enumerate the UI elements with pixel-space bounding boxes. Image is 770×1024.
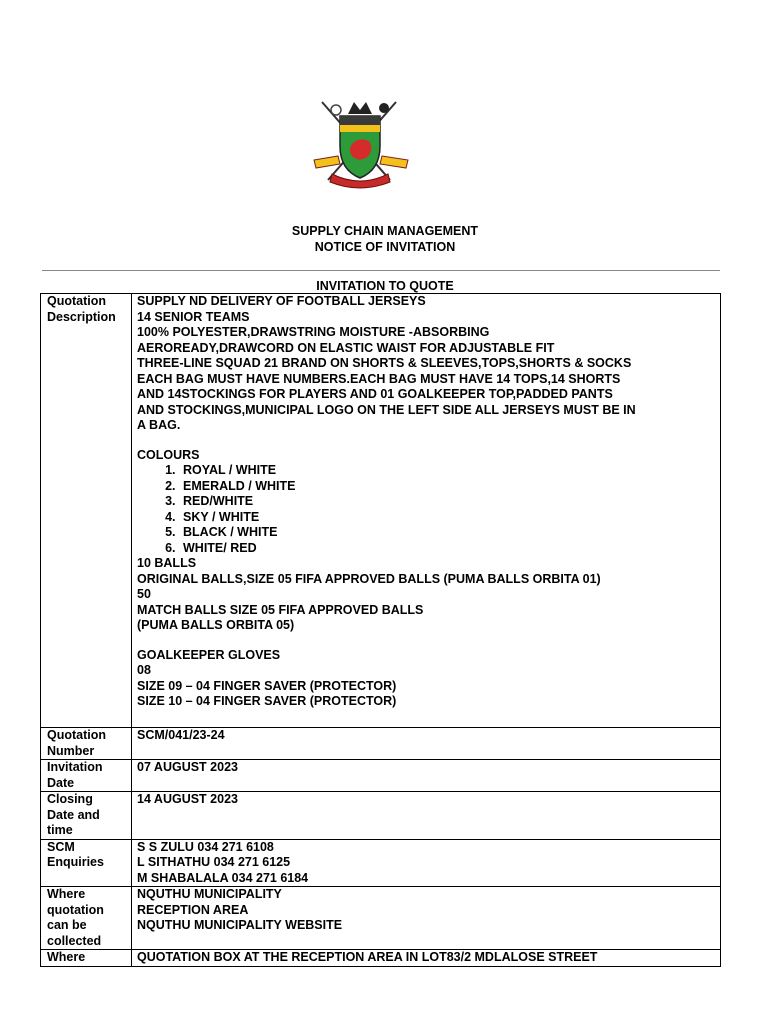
- table-row-submission: [41, 950, 721, 967]
- horizontal-divider: [42, 270, 720, 271]
- row-label-collection: Where quotation can be collected: [41, 887, 132, 950]
- crest-crown: [348, 102, 372, 114]
- balls-details: 10 BALLS ORIGINAL BALLS,SIZE 05 FIFA APPROVED BALLS (PUMA BALLS ORBITA 01) 50 MATCH BALLS SIZE 05 FIFA APPROVED BALLS (PUMA BALLS ORBITA 05): [137, 556, 601, 632]
- crest-ribbon-right: [380, 156, 408, 168]
- crest-band-dark: [340, 116, 380, 125]
- page-title: SUPPLY CHAIN MANAGEMENT: [291, 224, 479, 238]
- row-value-enquiries: S S ZULU 034 271 6108 L SITHATHU 034 271 6125 M SHABALALA 034 271 6184: [132, 839, 721, 887]
- municipal-crest-logo: [308, 96, 412, 192]
- row-value-closing-date: 14 AUGUST 2023: [132, 792, 721, 840]
- colour-item: 3. RED/WHITE: [179, 494, 720, 510]
- table-row-invitation-date: [41, 760, 721, 792]
- table-row-number: [41, 728, 721, 760]
- row-label-closing-date: Closing Date and time: [41, 792, 132, 840]
- colour-item: 4. SKY / WHITE: [179, 510, 720, 526]
- row-value-description: [132, 294, 721, 728]
- colours-list: [137, 463, 720, 556]
- row-value-number: SCM/041/23-24: [132, 728, 721, 760]
- description-intro: SUPPLY ND DELIVERY OF FOOTBALL JERSEYS 14 SENIOR TEAMS 100% POLYESTER,DRAWSTRING MOISTURE -ABSORBING AEROREADY,DRAWCORD ON ELASTIC WAIST FOR ADJUSTABLE FIT THREE-LINE SQUAD 21 BRAND ON SHORTS & SLEEVES,TOPS,SHORTS & SOCKS EACH BAG MUST HAVE NUMBERS.EACH BAG MUST HAVE 14 TOPS,14 SHORTS AND 14STOCKINGS FOR PLAYERS AND 01 GOALKEEPER TOP,PADDED PANTS AND STOCKINGS,MUNICIPAL LOGO ON THE LEFT SIDE ALL JERSEYS MUST BE IN A BAG.: [137, 294, 636, 432]
- crest-knob-left: [331, 105, 341, 115]
- crest-ribbon-left: [314, 156, 340, 168]
- row-label-number: Quotation Number: [41, 728, 132, 760]
- colours-heading: COLOURS: [137, 447, 200, 462]
- colour-item: 2. EMERALD / WHITE: [179, 479, 720, 495]
- colour-item: 6. WHITE/ RED: [179, 541, 720, 557]
- row-value-invitation-date: 07 AUGUST 2023: [132, 760, 721, 792]
- colour-item: 5. BLACK / WHITE: [179, 525, 720, 541]
- page-subtitle: NOTICE OF INVITATION: [314, 240, 456, 254]
- row-value-collection: NQUTHU MUNICIPALITY RECEPTION AREA NQUTHU MUNICIPALITY WEBSITE: [132, 887, 721, 950]
- row-value-submission: QUOTATION BOX AT THE RECEPTION AREA IN LOT83/2 MDLALOSE STREET: [132, 950, 721, 967]
- crest-knob-right: [379, 103, 389, 113]
- row-label-submission: Where: [41, 950, 132, 967]
- table-row-enquiries: [41, 839, 721, 887]
- colour-item: 1. ROYAL / WHITE: [179, 463, 720, 479]
- quotation-table: [40, 293, 721, 967]
- crest-band-yellow: [340, 125, 380, 132]
- table-row-description: [41, 294, 721, 728]
- row-label-enquiries: SCM Enquiries: [41, 839, 132, 887]
- table-title: INVITATION TO QUOTE: [316, 279, 454, 293]
- row-label-description: Quotation Description: [41, 294, 132, 728]
- gloves-details: GOALKEEPER GLOVES 08 SIZE 09 – 04 FINGER SAVER (PROTECTOR) SIZE 10 – 04 FINGER SAVER (PROTECTOR): [137, 647, 397, 708]
- row-label-invitation-date: Invitation Date: [41, 760, 132, 792]
- table-row-closing-date: [41, 792, 721, 840]
- table-row-collection: [41, 887, 721, 950]
